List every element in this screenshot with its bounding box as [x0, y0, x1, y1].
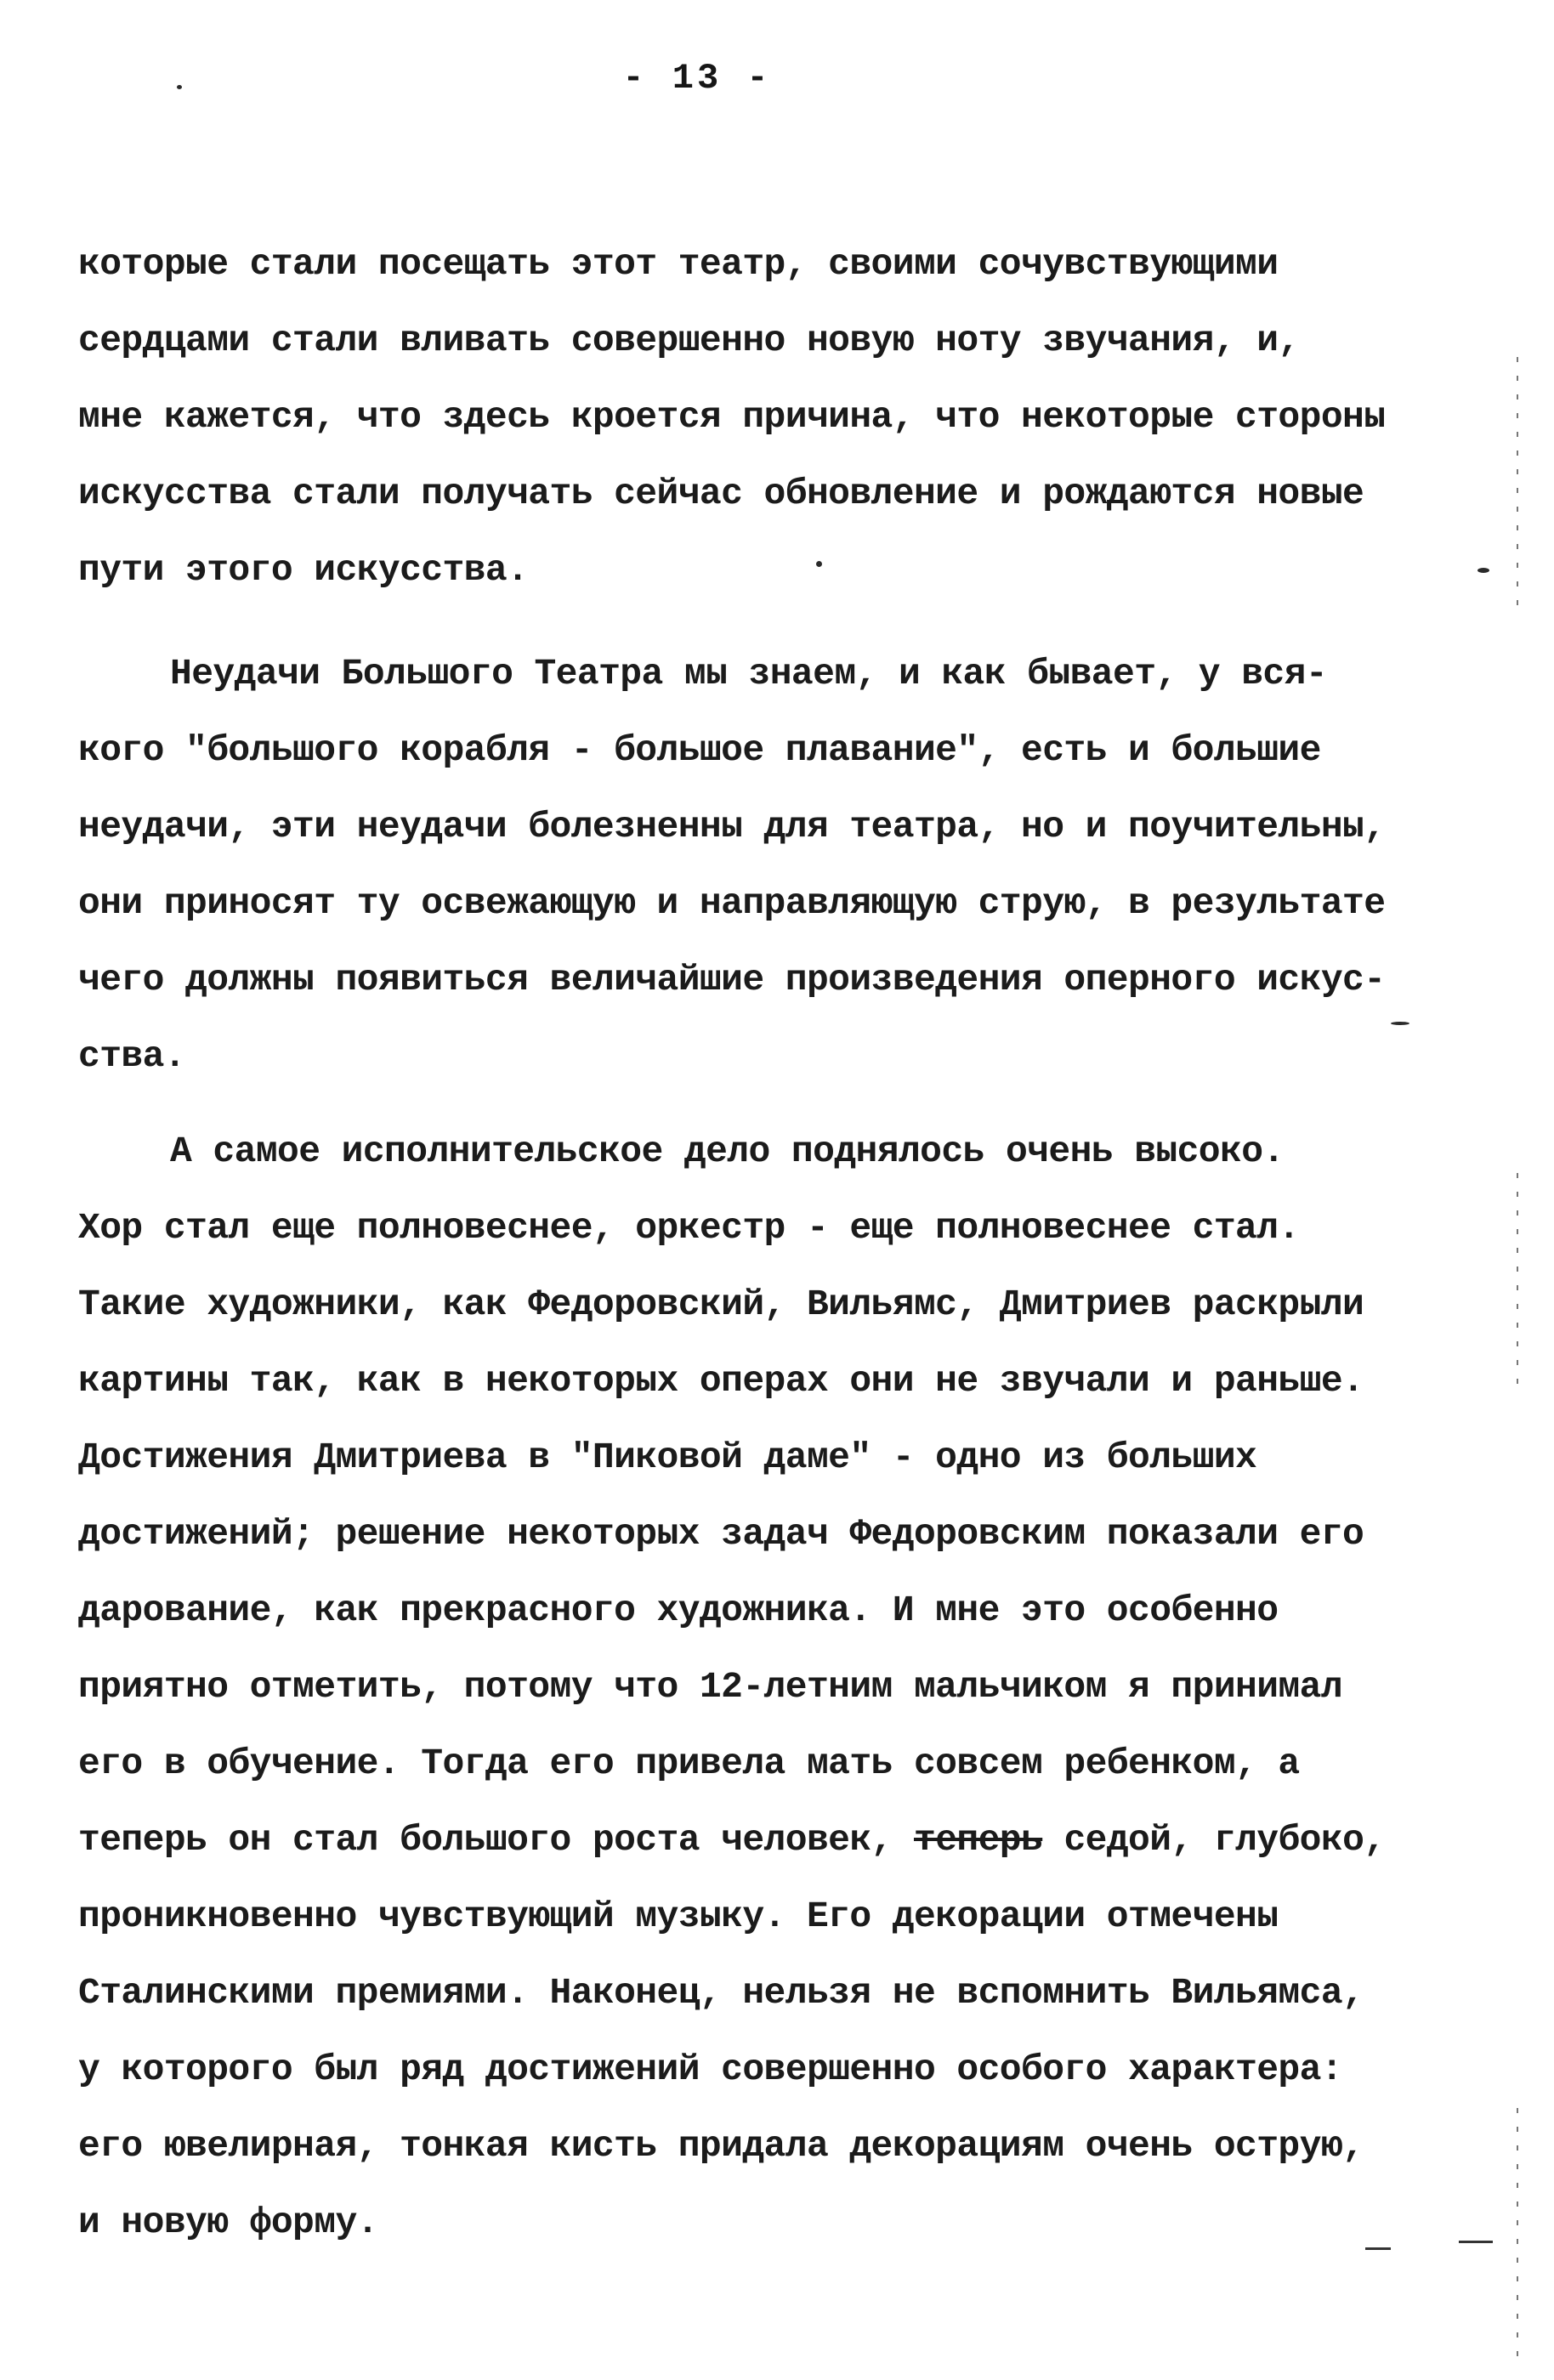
ink-mark — [1459, 2241, 1493, 2243]
ink-speck — [1391, 1022, 1409, 1025]
paragraph-3-line-13: у которого был ряд достижений совершенно особого характера: — [78, 2048, 1343, 2090]
line-10-start: теперь он стал большого роста человек, — [78, 1819, 893, 1861]
ink-speck — [177, 85, 182, 89]
paragraph-3-line-10 — [78, 1816, 1386, 1864]
paragraph-3-line-9: его в обучение. Тогда его привела мать совсем ребенком, а — [78, 1742, 1300, 1784]
paragraph-2-line-3: неудачи, эти неудачи болезненны для театра, но и поучительны, — [78, 806, 1386, 847]
line-10-end: седой, глубоко, — [1063, 1819, 1386, 1861]
paragraph-3-line-6: достижений; решение некоторых задач Федоровским показали его — [78, 1513, 1364, 1555]
paragraph-1-line-4: искусства стали получать сейчас обновление и рождаются новые — [78, 473, 1364, 514]
paragraph-2-line-4: они приносят ту освежающую и направляющую струю, в результате — [78, 882, 1386, 924]
paragraph-1-line-1: которые стали посещать этот театр, своими сочувствующими — [78, 243, 1279, 285]
paragraph-3-line-7: дарование, как прекрасного художника. И мне это особенно — [78, 1590, 1279, 1631]
paragraph-2-line-5: чего должны появиться величайшие произведения оперного искус- — [78, 959, 1386, 1000]
paragraph-3-line-8: приятно отметить, потому что 12-летним мальчиком я принимал — [78, 1666, 1343, 1708]
margin-mark — [1517, 357, 1518, 612]
paragraph-3-line-1: А самое исполнительское дело поднялось очень высоко. — [170, 1130, 1285, 1172]
paragraph-3-line-4: картины так, как в некоторых операх они не звучали и раньше. — [78, 1360, 1364, 1402]
struck-word: теперь — [913, 1819, 1043, 1861]
ink-speck — [1477, 568, 1489, 573]
paragraph-3-line-15: и новую форму. — [78, 2202, 378, 2243]
paragraph-1-line-3: мне кажется, что здесь кроется причина, что некоторые стороны — [78, 396, 1386, 438]
paragraph-3-line-14: его ювелирная, тонкая кисть придала декорациям очень острую, — [78, 2125, 1364, 2167]
paragraph-2-line-6: ства. — [78, 1035, 186, 1077]
paragraph-1-line-2: сердцами стали вливать совершенно новую ноту звучания, и, — [78, 320, 1300, 361]
margin-mark — [1517, 1173, 1518, 1394]
paragraph-2-line-1: Неудачи Большого Театра мы знаем, и как бывает, у вся- — [170, 653, 1328, 694]
paragraph-3-line-11: проникновенно чувствующий музыку. Его декорации отмечены — [78, 1896, 1279, 1937]
ink-speck — [816, 561, 822, 567]
paragraph-1-line-5: пути этого искусства. — [78, 549, 529, 591]
ink-mark — [1365, 2247, 1391, 2250]
margin-mark — [1517, 2108, 1518, 2363]
paragraph-2-line-2: кого "большого корабля - большое плавание", есть и большие — [78, 729, 1321, 771]
paragraph-3-line-5: Достижения Дмитриева в "Пиковой даме" - одно из больших — [78, 1436, 1257, 1478]
paragraph-3-line-2: Хор стал еще полновеснее, оркестр - еще полновеснее стал. — [78, 1207, 1300, 1249]
paragraph-3-line-3: Такие художники, как Федоровский, Вильямс, Дмитриев раскрыли — [78, 1284, 1364, 1325]
page-number: - 13 - — [622, 58, 772, 99]
paragraph-3-line-12: Сталинскими премиями. Наконец, нельзя не вспомнить Вильямса, — [78, 1972, 1364, 2014]
